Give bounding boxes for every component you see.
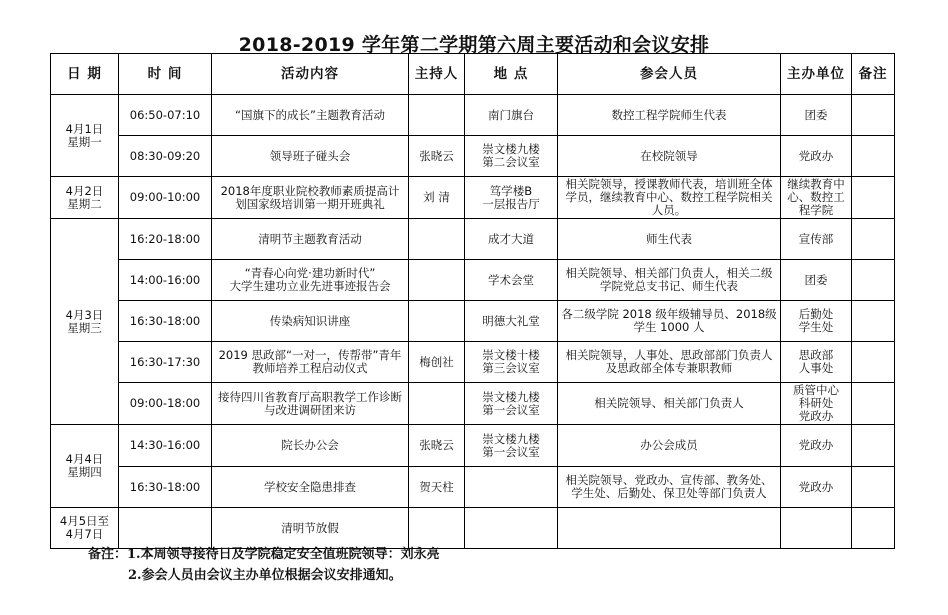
attendees-cell: 在校院领导 <box>558 136 781 177</box>
header-date: 日 期 <box>51 54 119 95</box>
organizer-cell: 党政办 <box>781 425 852 467</box>
remark-cell <box>852 467 895 508</box>
header-location: 地 点 <box>465 54 558 95</box>
remark-cell <box>852 301 895 342</box>
activity-cell: 清明节主题教育活动 <box>212 219 409 260</box>
location-cell: 崇文楼九楼 第一会议室 <box>465 425 558 467</box>
attendees-cell: 相关院领导、党政办、宣传部、教务处、学生处、后勤处、保卫处等部门负责人 <box>558 467 781 508</box>
time-cell: 09:00-18:00 <box>119 383 212 425</box>
time-cell: 16:30-17:30 <box>119 342 212 383</box>
page-title: 2018-2019 学年第二学期第六周主要活动和会议安排 <box>238 34 710 56</box>
header-remark: 备注 <box>852 54 895 95</box>
organizer-cell: 思政部 人事处 <box>781 342 852 383</box>
table-row <box>51 425 895 467</box>
activity-cell: 领导班子碰头会 <box>212 136 409 177</box>
host-cell: 贺天柱 <box>409 467 465 508</box>
table-row <box>51 508 895 549</box>
location-cell: 崇文楼九楼 第一会议室 <box>465 383 558 425</box>
location-cell: 崇文楼十楼 第三会议室 <box>465 342 558 383</box>
attendees-cell: 相关院领导，人事处、思政部部门负责人及思政部全体专兼职教师 <box>558 342 781 383</box>
host-cell <box>409 508 465 549</box>
time-cell: 16:20-18:00 <box>119 219 212 260</box>
time-cell: 09:00-10:00 <box>119 177 212 219</box>
time-cell: 08:30-09:20 <box>119 136 212 177</box>
host-cell <box>409 383 465 425</box>
host-cell: 梅创社 <box>409 342 465 383</box>
table-row <box>51 177 895 219</box>
time-cell: 06:50-07:10 <box>119 95 212 136</box>
remark-cell <box>852 425 895 467</box>
table-row <box>51 342 895 383</box>
attendees-cell: 相关院领导、相关部门负责人 <box>558 383 781 425</box>
date-cell: 4月2日 星期二 <box>51 177 119 219</box>
activity-cell: “国旗下的成长”主题教育活动 <box>212 95 409 136</box>
host-cell <box>409 219 465 260</box>
attendees-cell: 相关院领导，授课教师代表，培训班全体学员，继续教育中心、数控工程学院相关人员。 <box>558 177 781 219</box>
time-cell <box>119 508 212 549</box>
header-host: 主持人 <box>409 54 465 95</box>
activity-cell: 学校安全隐患排查 <box>212 467 409 508</box>
host-cell: 刘 清 <box>409 177 465 219</box>
remark-cell <box>852 95 895 136</box>
header-time: 时 间 <box>119 54 212 95</box>
organizer-cell: 团委 <box>781 260 852 301</box>
date-cell: 4月3日 星期三 <box>51 219 119 425</box>
location-cell <box>465 467 558 508</box>
attendees-cell: 办公会成员 <box>558 425 781 467</box>
host-cell <box>409 95 465 136</box>
note-line-2: 2.参会人员由会议主办单位根据会议安排通知。 <box>128 568 402 583</box>
time-cell: 14:30-16:00 <box>119 425 212 467</box>
attendees-cell <box>558 508 781 549</box>
time-cell: 14:00-16:00 <box>119 260 212 301</box>
location-cell: 笃学楼B 一层报告厅 <box>465 177 558 219</box>
host-cell: 张晓云 <box>409 425 465 467</box>
date-cell: 4月5日至 4月7日 <box>51 508 119 549</box>
remark-cell <box>852 383 895 425</box>
date-cell: 4月1日 星期一 <box>51 95 119 177</box>
organizer-cell: 党政办 <box>781 136 852 177</box>
location-cell: 南门旗台 <box>465 95 558 136</box>
host-cell <box>409 260 465 301</box>
remark-cell <box>852 342 895 383</box>
header-row <box>51 54 895 95</box>
organizer-cell: 后勤处 学生处 <box>781 301 852 342</box>
note-line-1: 备注：1.本周领导接待日及学院稳定安全值班院领导：刘永亮 <box>88 547 440 562</box>
table-row <box>51 301 895 342</box>
activity-cell: 接待四川省教育厅高职教学工作诊断与改进调研团来访 <box>212 383 409 425</box>
location-cell <box>465 508 558 549</box>
header-organizer: 主办单位 <box>781 54 852 95</box>
table-row <box>51 219 895 260</box>
location-cell: 学术会堂 <box>465 260 558 301</box>
activity-cell: 2018年度职业院校教师素质提高计划国家级培训第一期开班典礼 <box>212 177 409 219</box>
attendees-cell: 师生代表 <box>558 219 781 260</box>
activity-cell: 传染病知识讲座 <box>212 301 409 342</box>
schedule-body <box>51 95 895 549</box>
table-row <box>51 95 895 136</box>
remark-cell <box>852 177 895 219</box>
organizer-cell: 质管中心 科研处 党政办 <box>781 383 852 425</box>
location-cell: 明德大礼堂 <box>465 301 558 342</box>
time-cell: 16:30-18:00 <box>119 467 212 508</box>
organizer-cell: 团委 <box>781 95 852 136</box>
organizer-cell: 党政办 <box>781 467 852 508</box>
host-cell: 张晓云 <box>409 136 465 177</box>
attendees-cell: 各二级学院 2018 级年级辅导员、2018级学生 1000 人 <box>558 301 781 342</box>
table-row <box>51 136 895 177</box>
location-cell: 成才大道 <box>465 219 558 260</box>
date-cell: 4月4日 星期四 <box>51 425 119 508</box>
remark-cell <box>852 219 895 260</box>
table-row <box>51 383 895 425</box>
time-cell: 16:30-18:00 <box>119 301 212 342</box>
activity-cell: 清明节放假 <box>212 508 409 549</box>
schedule-table <box>50 53 895 549</box>
attendees-cell: 相关院领导、相关部门负责人，相关二级学院党总支书记、师生代表 <box>558 260 781 301</box>
activity-cell: “青春心向党·建功新时代” 大学生建功立业先进事迹报告会 <box>212 260 409 301</box>
organizer-cell: 宣传部 <box>781 219 852 260</box>
attendees-cell: 数控工程学院师生代表 <box>558 95 781 136</box>
activity-cell: 2019 思政部“一对一，传帮带”青年教师培养工程启动仪式 <box>212 342 409 383</box>
header-activity: 活动内容 <box>212 54 409 95</box>
host-cell <box>409 301 465 342</box>
notes <box>88 544 440 586</box>
activity-cell: 院长办公会 <box>212 425 409 467</box>
table-row <box>51 260 895 301</box>
header-attendees: 参会人员 <box>558 54 781 95</box>
organizer-cell: 继续教育中心、数控工程学院 <box>781 177 852 219</box>
remark-cell <box>852 508 895 549</box>
organizer-cell <box>781 508 852 549</box>
table-row <box>51 467 895 508</box>
remark-cell <box>852 260 895 301</box>
remark-cell <box>852 136 895 177</box>
location-cell: 崇文楼九楼 第二会议室 <box>465 136 558 177</box>
